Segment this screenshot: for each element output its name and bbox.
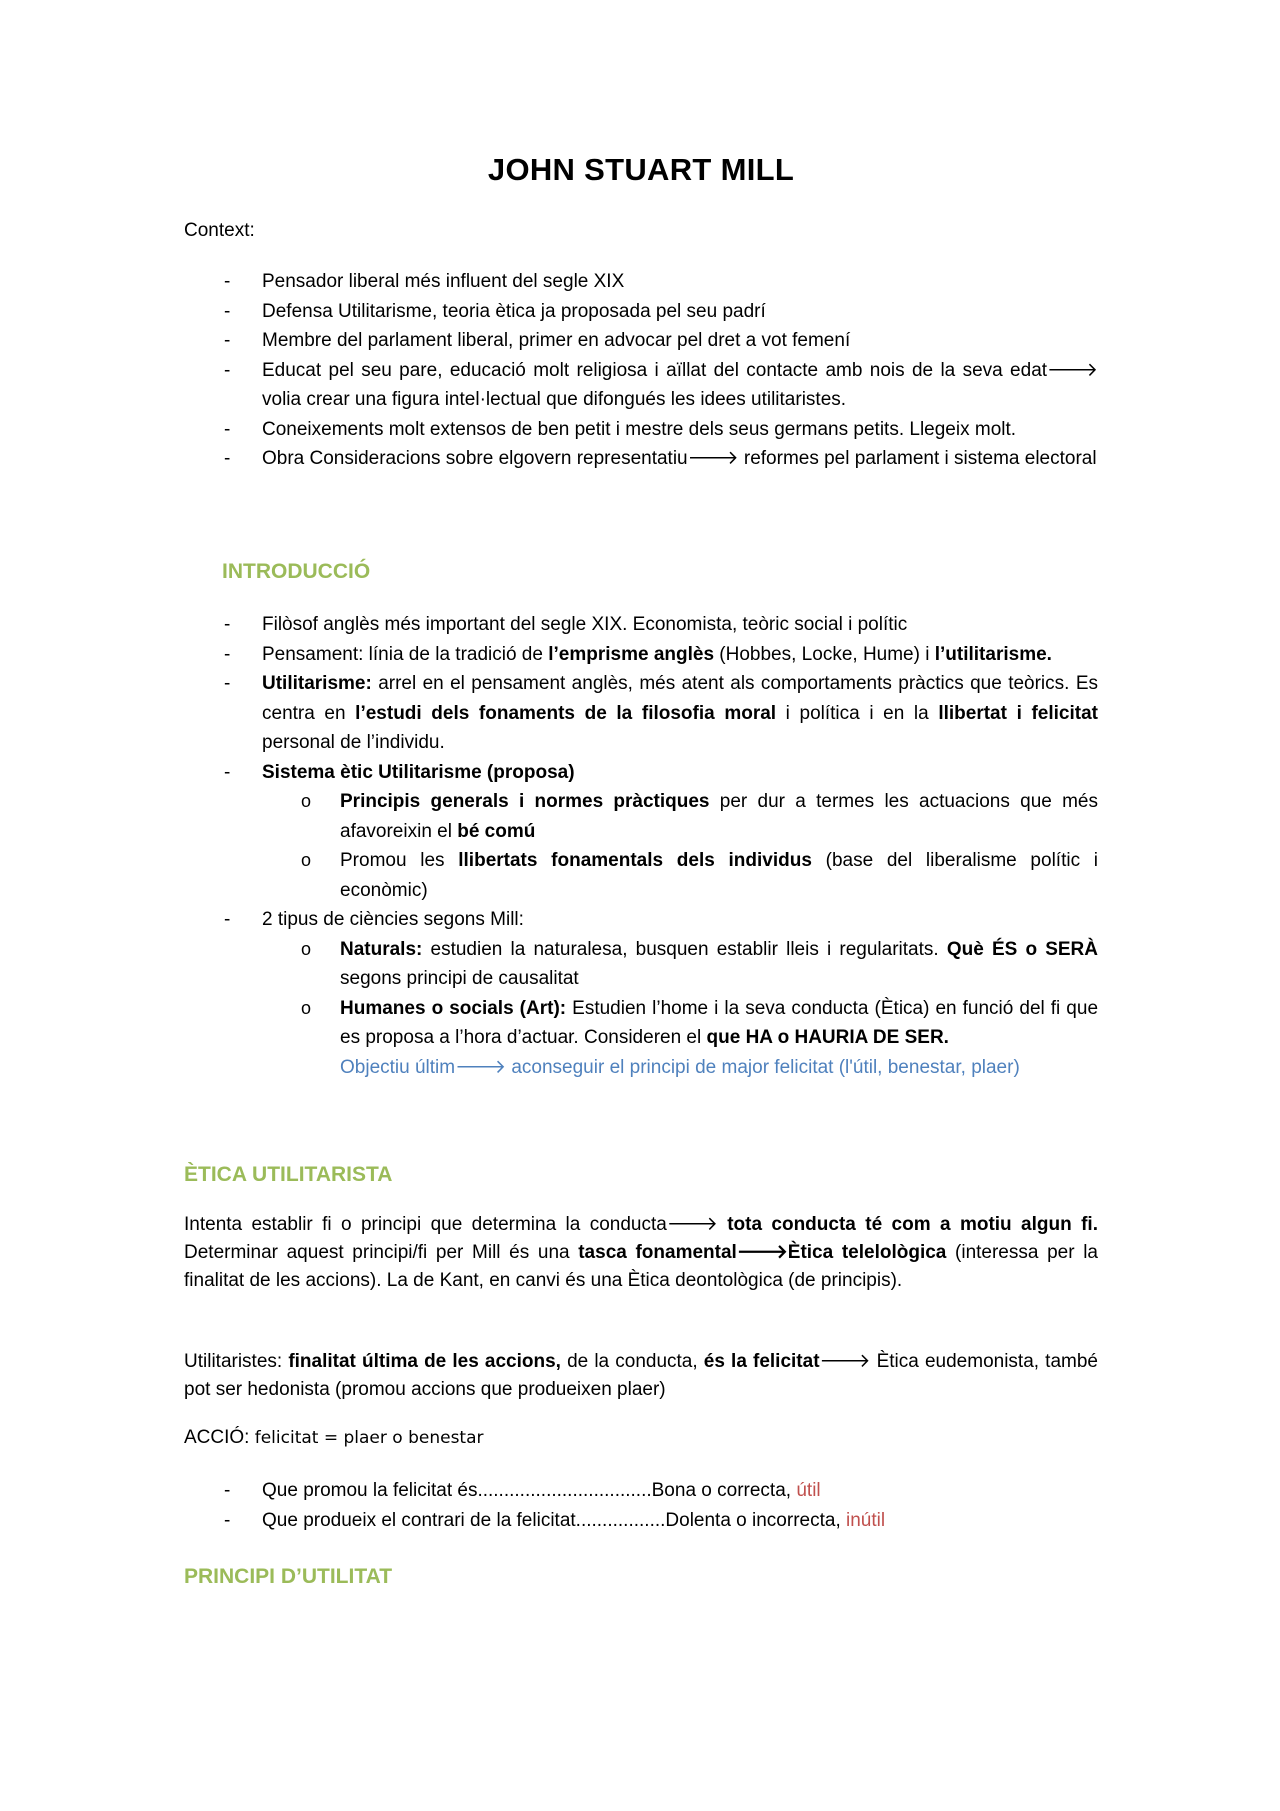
etica-paragraph-2: Utilitaristes: finalitat última de les accions, de la conducta, és la felicitat🡒 Ètica eudemonista, també pot ser hedonista (promou accions que produeixen plaer) [184, 1351, 1098, 1400]
list-item: - Defensa Utilitarisme, teoria ètica ja proposada pel seu padrí [224, 300, 766, 322]
list-item: - Pensador liberal més influent del segle XIX [224, 271, 625, 292]
arrow-icon: 🡒 [666, 1214, 718, 1235]
section-heading-etica-utilitarista: ÈTICA UTILITARISTA [184, 1163, 393, 1186]
accio-line: ACCIÓ: felicitat = plaer o benestar [184, 1427, 484, 1448]
list-item: - Educat pel seu pare, educació molt religiosa i aïllat del contacte amb nois de la seva edat🡒 volia crear una figura intel·lectual que difongués les idees utilitaristes. [224, 359, 1098, 410]
list-item: - Coneixements molt extensos de ben petit i mestre dels seus germans petits. Llegeix molt. [224, 418, 1017, 440]
sub-list-item: o Principis generals i normes pràctiques per dur a termes les actuacions que més afavoreixin el bé comú [301, 791, 1098, 842]
arrow-icon: 🡒 [1047, 359, 1098, 381]
accio-list [184, 1476, 1098, 1535]
list-item: - Membre del parlament liberal, primer en advocar pel dret a vot femení [224, 330, 851, 351]
arrow-icon: 🡒 [455, 1056, 507, 1078]
list-item: - Sistema ètic Utilitarisme (proposa) o Principis generals i normes pràctiques per dur a termes les actuacions que més afavoreixin el bé comú o Promou les llibertats fonamentals dels individus (base del liberalisme polític i econòmic) [184, 758, 1098, 906]
sub-list-item: o Promou les llibertats fonamentals dels individus (base del liberalisme polític i econòmic) [301, 850, 1099, 901]
etica-paragraph-1: Intenta establir fi o principi que determina la conducta🡒 tota conducta té com a motiu algun fi. Determinar aquest principi/fi per Mill és una tasca fonamental🡒Ètica telelològica (interessa per la finalitat de les accions). La de Kant, en canvi és una Ètica deontològica (de principis). [184, 1214, 1098, 1291]
sub-list [262, 787, 1098, 905]
list-item: - Que produeix el contrari de la felicitat.................Dolenta o incorrecta, inútil [224, 1509, 886, 1531]
list-item: - Utilitarisme: arrel en el pensament anglès, més atent als comportaments pràctics que teòrics. Es centra en l’estudi dels fonaments de la filosofia moral i política i en la llibertat i felicitat personal de l’individu. [224, 673, 1098, 753]
context-label: Context: [184, 220, 255, 241]
sub-list [262, 935, 1098, 1083]
context-list [184, 267, 1098, 474]
list-item: - Pensament: línia de la tradició de l’emprisme anglès (Hobbes, Locke, Hume) i l’utilitarisme. [224, 643, 1052, 665]
arrow-icon: 🡒 [687, 448, 739, 469]
list-item: - Que promou la felicitat és.................................Bona o correcta, útil [224, 1480, 821, 1501]
arrow-icon: 🡒 [819, 1351, 871, 1372]
list-item: - Filòsof anglès més important del segle XIX. Economista, teòric social i polític [224, 614, 908, 635]
page-title: JOHN STUART MILL [487, 152, 795, 187]
objective-note: Objectiu últim🡒 aconseguir el principi de major felicitat (l'útil, benestar, plaer) [340, 1056, 1020, 1078]
intro-list [184, 610, 1098, 1082]
section-heading-principi-utilitat: PRINCIPI D’UTILITAT [184, 1565, 393, 1588]
sub-list-item: o Humanes o socials (Art): Estudien l’home i la seva conducta (Ètica) en funció del fi que es proposa a l’hora d’actuar. Consideren el que HA o HAURIA DE SER. Objectiu últim🡒 aconseguir el principi de major felicitat (l'útil, benestar, plaer) [301, 997, 1099, 1078]
sub-list-item: o Naturals: estudien la naturalesa, busquen establir lleis i regularitats. Què ÉS o SERÀ segons principi de causalitat [301, 938, 1099, 989]
section-heading-introduccio: INTRODUCCIÓ [222, 560, 371, 583]
list-item: - 2 tipus de ciències segons Mill: o Naturals: estudien la naturalesa, busquen establir lleis i regularitats. Què ÉS o SERÀ segons principi de causalitat o Humanes o socials (Art): Estudien l’home i la seva conducta (Ètica) en funció del fi que es proposa a l’hora d’actuar. Consideren el que HA o HAURIA DE SER. Objectiu últim🡒 aconseguir el principi de major felicitat (l'útil, benestar, plaer) [184, 905, 1098, 1082]
list-item: - Obra Consideracions sobre elgovern representatiu🡒 reformes pel parlament i sistema electoral [224, 448, 1097, 469]
arrow-icon: 🡒 [736, 1242, 788, 1263]
